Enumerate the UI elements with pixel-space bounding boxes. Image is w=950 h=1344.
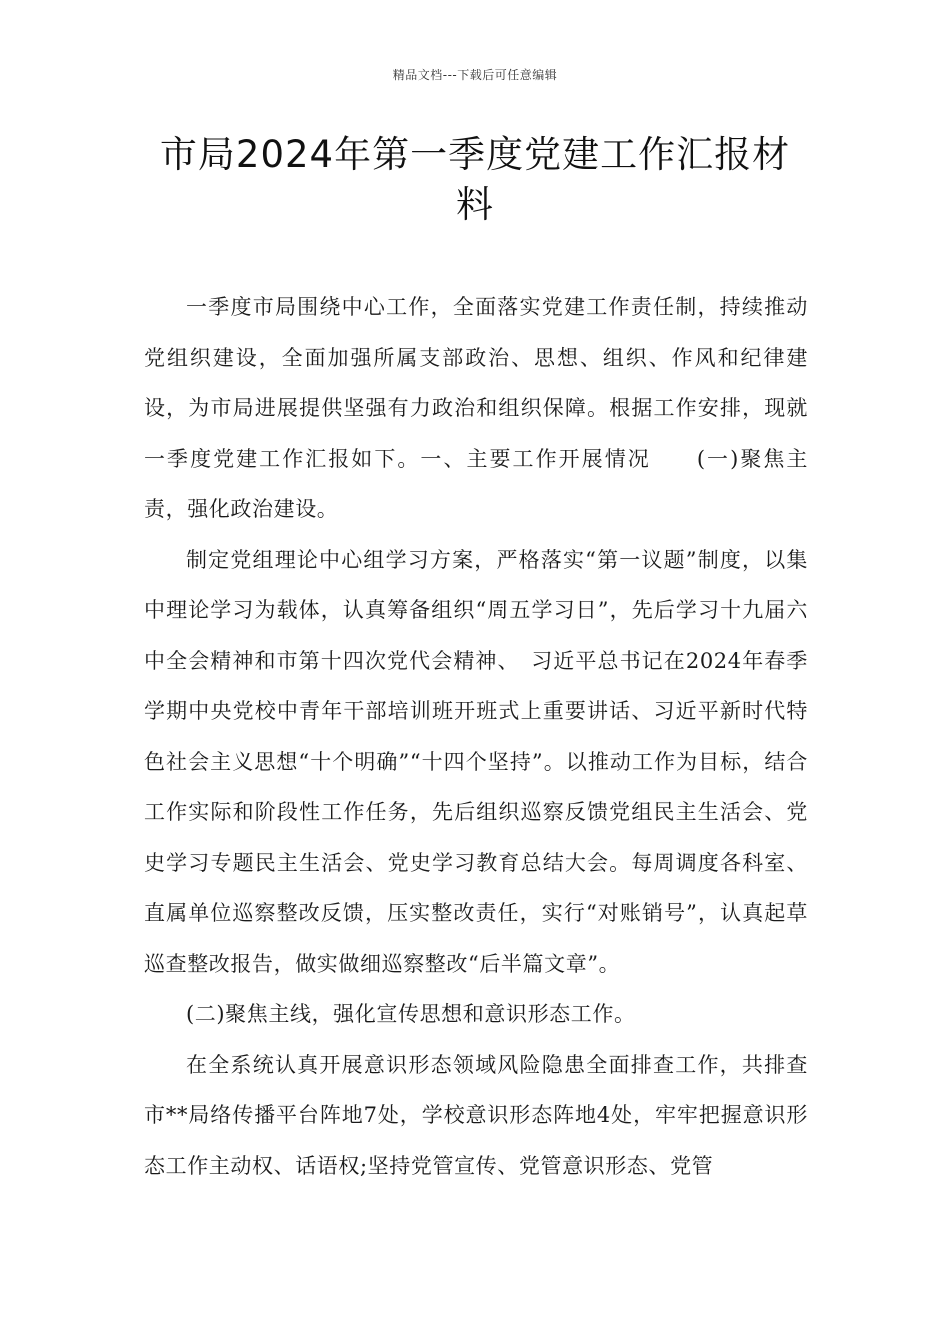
header-note: 精品文档---下载后可任意编辑 <box>392 68 558 82</box>
paragraph-intro: 一季度市局围绕中心工作，全面落实党建工作责任制，持续推动党组织建设，全面加强所属支部政治、思想、组织、作风和纪律建设，为市局进展提供坚强有力政治和组织保障。根据工作安排，现就一季度党建工作汇报如下。一、主要工作开展情况 (一)聚焦主责，强化政治建设。 <box>144 295 808 521</box>
paragraph-section-heading-2: (二)聚焦主线，强化宣传思想和意识形态工作。 <box>186 1002 636 1026</box>
document-body <box>144 282 808 1191</box>
paragraph-political-study: 制定党组理论中心组学习方案，严格落实“第一议题”制度，以集中理论学习为载体，认真筹备组织“周五学习日”，先后学习十九届六中全会精神和市第十四次党代会精神、 习近平总书记在2024年春季学期中央党校中青年干部培训班开班式上重要讲话、习近平新时代特色社会主义思想“十个明确”“十四个坚持”。以推动工作为目标，结合工作实际和阶段性工作任务，先后组织巡察反馈党组民主生活会、党史学习专题民主生活会、党史学习教育总结大会。每周调度各科室、直属单位巡察整改反馈，压实整改责任，实行“对账销号”，认真起草巡查整改报告，做实做细巡察整改“后半篇文章”。 <box>144 547 808 976</box>
document-title: 市局2024年第一季度党建工作汇报材料 <box>159 133 791 226</box>
paragraph-ideology-work: 在全系统认真开展意识形态领域风险隐患全面排查工作，共排查市**局络传播平台阵地7处，学校意识形态阵地4处，牢牢把握意识形态工作主动权、话语权;坚持党管宣传、党管意识形态、党管 <box>144 1052 808 1178</box>
